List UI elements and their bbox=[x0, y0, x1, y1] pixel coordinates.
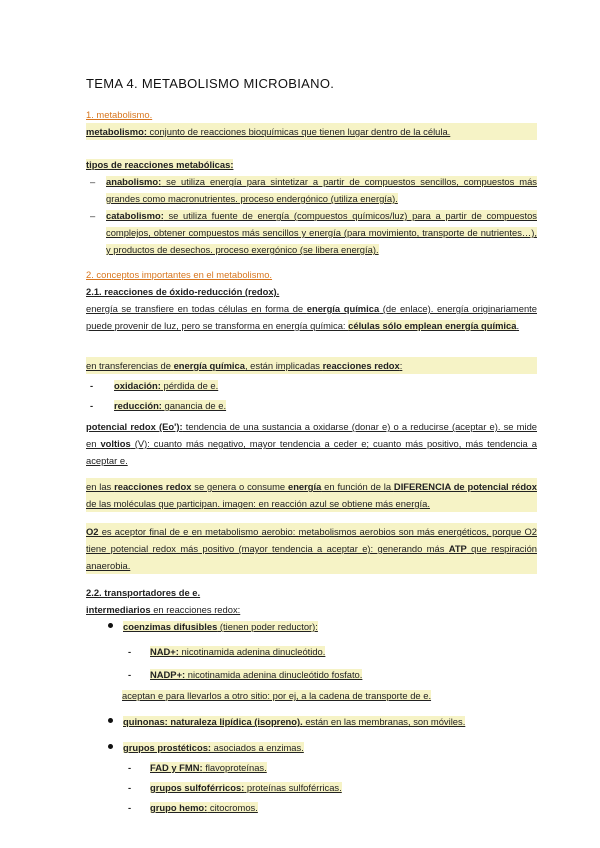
potencial-redox-paragraph: potencial redox (Eo'): tendencia de una sustancia a oxidarse (donar e) o a reducirse (aceptar e). se mide en voltios (V): cuanto más negativo, mayor tendencia a ceder e; cuanto más positivo, más tendencia a aceptar e. bbox=[86, 421, 538, 466]
section-2 bbox=[86, 266, 537, 334]
fad-item: - FAD y FMN: flavoproteínas. bbox=[128, 762, 267, 773]
reacciones-redox-paragraph: en las reacciones redox se genera o consume energía en función de la DIFERENCIA de potencial rédox de las moléculas que participan. imagen: en reacción azul se obtiene más energía. bbox=[86, 478, 537, 512]
coenzimas-item: coenzimas difusibles (tienen poder reductor): bbox=[86, 618, 537, 635]
transferencias-paragraph: en transferencias de energía química, están implicadas reacciones redox: - oxidación: pérdida de e. - reducción: ganancia de e. bbox=[86, 357, 537, 414]
tipos-reacciones bbox=[86, 156, 537, 258]
quinonas-item: quinonas: naturaleza lipídica (isopreno). están en las membranas, son móviles. bbox=[86, 713, 537, 730]
anabolismo-item: – anabolismo: se utiliza energía para sintetizar a partir de compuestos sencillos, compuestos más grandes como macronutrientes. proceso endergónico (utiliza energía). bbox=[90, 176, 537, 204]
subsection-2-1: 2.1. reacciones de óxido-reducción (redox). bbox=[86, 286, 280, 297]
subsection-2-2: 2.2. transportadores de e. bbox=[86, 587, 201, 598]
nadp-item: - NADP+: nicotinamida adenina dinucleótido fosfato. bbox=[128, 669, 363, 680]
bullet-icon bbox=[108, 623, 113, 628]
o2-paragraph: O2 es aceptor final de e en metabolismo aerobio: metabolismos aerobios son más energéticos, porque O2 tiene potencial redox más positivo (mayor tendencia a aceptar e): generando más ATP que respiración anaerobia. bbox=[86, 523, 537, 574]
oxidacion-item: - oxidación: pérdida de e. bbox=[90, 380, 219, 391]
aceptan-text: aceptan e para llevarlos a otro sitio: por ej, a la cadena de transporte de e. bbox=[122, 690, 432, 701]
transportadores-section: 2.2. transportadores de e. intermediarios en reacciones redox: coenzimas difusibles (tienen poder reductor): - NAD+: nicotinamida adenina dinucleótido. - NADP+: nicotinamida adenina dinucleótido fosfato. aceptan e para llevarlos a otro sitio: por ej, a la cadena de transporte de e. quinonas: naturaleza lipídica (isopreno). están en las membranas, son móviles. grupos prostéticos: asociados a enzimas. - FAD y FMN: flavoproteínas. - grupos sulfoférricos: proteínas sulfoférricas. - grupo hemo: citocromos. bbox=[86, 584, 537, 816]
section-1-heading: 1. metabolismo. bbox=[86, 109, 153, 120]
bullet-icon bbox=[108, 744, 113, 749]
reduccion-item: - reducción: ganancia de e. bbox=[90, 400, 227, 411]
tipos-heading: tipos de reacciones metabólicas: bbox=[86, 159, 234, 170]
sulfoferricos-item: - grupos sulfoférricos: proteínas sulfoférricas. bbox=[128, 782, 342, 793]
metabolismo-definition: metabolismo: conjunto de reacciones bioquímicas que tienen lugar dentro de la célula. bbox=[86, 123, 537, 140]
page-title: TEMA 4. METABOLISMO MICROBIANO. bbox=[86, 76, 335, 91]
catabolismo-item: – catabolismo: se utiliza fuente de energía (compuestos químicos/luz) para a partir de compuestos complejos, obtener compuestos más sencillos y energía (para movimiento, transporte de nutrientes…), y productos de desechos. proceso exergónico (se libera energía). bbox=[90, 210, 537, 255]
hemo-item: - grupo hemo: citocromos. bbox=[128, 802, 258, 813]
bullet-icon bbox=[108, 718, 113, 723]
section-2-heading: 2. conceptos importantes en el metabolismo. bbox=[86, 269, 273, 280]
grupos-prosteticos-item: grupos prostéticos: asociados a enzimas. bbox=[86, 739, 537, 756]
energia-paragraph: energía se transfiere en todas células en forma de energía química (de enlace). energía originariamente puede provenir de luz, pero se transforma en energía química: células sólo emplean energía química. bbox=[86, 303, 537, 331]
nad-item: - NAD+: nicotinamida adenina dinucleótido. bbox=[128, 646, 326, 657]
section-1 bbox=[86, 106, 537, 140]
